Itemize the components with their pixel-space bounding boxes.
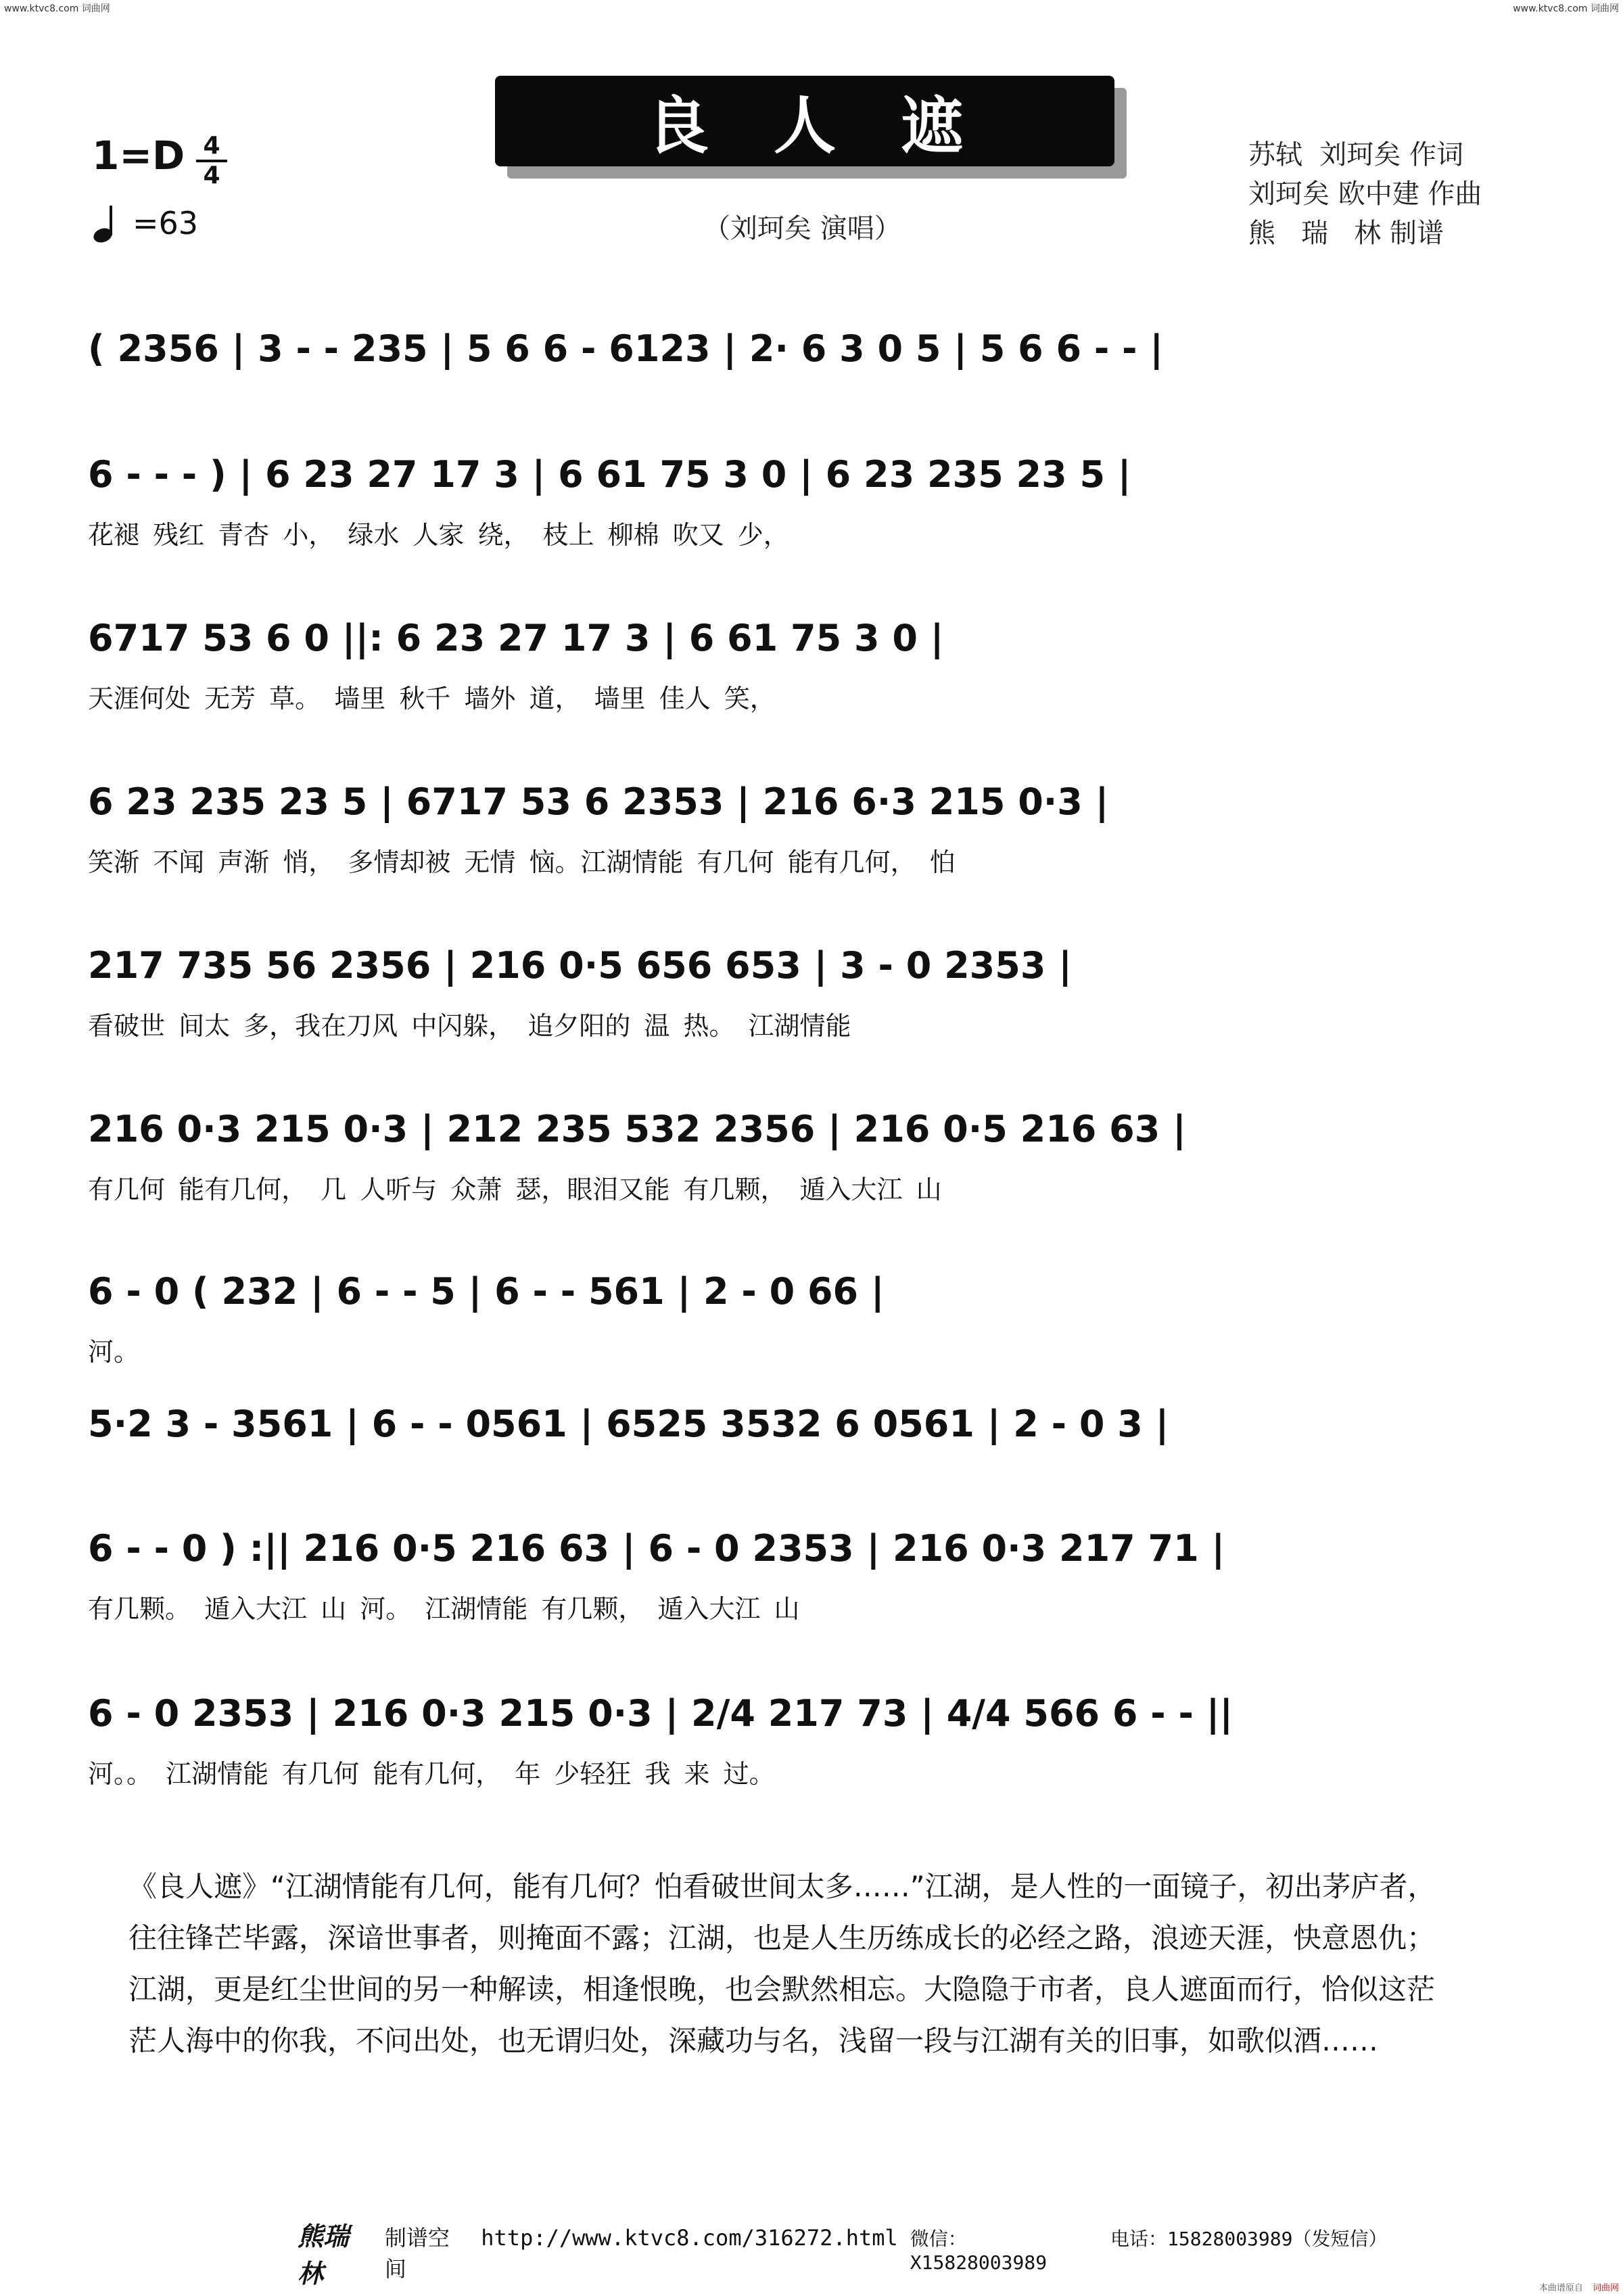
score-notes: ( 2356 | 3 - - 235 | 5 6 6 - 6123 | 2· 6 3 0 5 | 5 6 6 - - |	[88, 327, 1164, 370]
score-notes: 6 - - - ) | 6 23 27 17 3 | 6 61 75 3 0 | 6 23 235 23 5 |	[88, 452, 1131, 496]
footer-url-link[interactable]: http://www.ktvc8.com/316272.html	[481, 2225, 898, 2251]
score-notes: 217 735 56 2356 | 216 0·5 656 653 | 3 - 0 2353 |	[88, 943, 1072, 987]
singer-credit: （刘珂矣 演唱）	[703, 213, 901, 244]
score-system-8	[88, 1393, 1535, 1501]
score-system-2	[88, 444, 1535, 552]
score-system-3	[88, 607, 1535, 716]
score-notes: 6 - 0 2353 | 216 0·3 215 0·3 | 2/4 217 73 | 4/4 566 6 - - ||	[88, 1691, 1233, 1735]
score-system-1	[88, 318, 1535, 426]
time-signature	[196, 134, 227, 188]
score-lyrics: 有几颗。 遁入大江 山 河。 江湖情能 有几颗， 遁入大江 山	[88, 1594, 800, 1624]
score-system-5	[88, 935, 1535, 1043]
title-banner	[495, 76, 1127, 179]
corner-site-label-left: www.ktvc8.com 词曲网	[4, 3, 110, 14]
footer-brand-logo: 熊瑞林	[298, 2221, 350, 2289]
score-lyrics: 天涯何处 无芳 草。 墙里 秋千 墙外 道， 墙里 佳人 笑，	[88, 684, 776, 713]
score-lyrics: 花褪 残红 青杏 小， 绿水 人家 绕， 枝上 柳棉 吹又 少，	[88, 520, 789, 550]
time-signature-bottom: 4	[203, 162, 220, 189]
score-notes: 6 - 0 ( 232 | 6 - - 5 | 6 - - 561 | 2 - 0 66 |	[88, 1269, 885, 1313]
key-signature: 1=D	[92, 133, 185, 179]
credit-composer: 刘珂矣 欧中建 作曲	[1248, 179, 1482, 210]
tempo-marking	[92, 203, 198, 243]
score-system-4	[88, 771, 1535, 879]
score-lyrics: 河。。 江湖情能 有几何 能有几何， 年 少轻狂 我 来 过。	[88, 1759, 775, 1789]
description-line: 江湖，更是红尘世间的另一种解读，相逢恨晚，也会默然相忘。大隐隐于市者，良人遮面而行，恰似这茫	[128, 1973, 1436, 2006]
description-line: 《良人遮》“江湖情能有几何，能有几何？怕看破世间太多……”江湖，是人性的一面镜子，初出茅庐者，	[128, 1870, 1436, 1903]
credits-block	[1248, 135, 1482, 253]
song-description	[128, 1861, 1522, 2067]
footer-wechat: 微信：X15828003989	[910, 2228, 1048, 2274]
score-system-10	[88, 1683, 1535, 1791]
score-lyrics	[88, 1463, 1535, 1501]
score-notes: 6717 53 6 0 ||: 6 23 27 17 3 | 6 61 75 3 0 |	[88, 616, 944, 659]
score-system-9	[88, 1518, 1535, 1626]
score-lyrics: 笑渐 不闻 声渐 悄， 多情却被 无情 恼。江湖情能 有几何 能有几何， 怕	[88, 847, 956, 877]
song-title: 良人遮	[646, 90, 1028, 162]
score-lyrics: 看破世 间太 多，我在刀风 中闪躲， 追夕阳的 温 热。 江湖情能	[88, 1011, 851, 1041]
footer-label: 制谱空间	[384, 2225, 450, 2282]
footer	[298, 2216, 1388, 2290]
tempo-value: =63	[133, 205, 199, 241]
description-line: 往往锋芒毕露，深谙世事者，则掩面不露；江湖，也是人生历练成长的必经之路，浪迹天涯，快意恩仇；	[128, 1921, 1436, 1954]
corner-bottom-red: 词曲网	[1592, 2283, 1619, 2293]
score-lyrics: 有几何 能有几何， 几 人听与 众萧 瑟，眼泪又能 有几颗， 遁入大江 山	[88, 1175, 942, 1204]
time-signature-top: 4	[203, 132, 220, 160]
quarter-note-icon	[92, 203, 127, 243]
score-system-6	[88, 1098, 1535, 1206]
score-notes: 216 0·3 215 0·3 | 212 235 532 2356 | 216 0·5 216 63 |	[88, 1107, 1186, 1150]
credit-transcriber: 熊 瑞 林 制谱	[1248, 218, 1444, 249]
corner-site-label-right: www.ktvc8.com 词曲网	[1513, 3, 1619, 14]
score-lyrics: 河。	[88, 1337, 140, 1367]
score-system-7	[88, 1261, 1535, 1369]
corner-site-label-bottom	[1539, 2280, 1619, 2293]
score-notes: 6 23 235 23 5 | 6717 53 6 2353 | 216 6·3 215 0·3 |	[88, 780, 1109, 823]
description-line: 茫人海中的你我，不问出处，也无谓归处，深藏功与名，浅留一段与江湖有关的旧事，如歌似酒……	[128, 2024, 1379, 2057]
score-notes: 5·2 3 - 3561 | 6 - - 0561 | 6525 3532 6 0561 | 2 - 0 3 |	[88, 1402, 1169, 1445]
credit-lyricist: 苏轼 刘珂矣 作词	[1248, 139, 1464, 170]
footer-phone: 电话：15828003989（发短信）	[1110, 2228, 1388, 2250]
score-notes: 6 - - 0 ) :|| 216 0·5 216 63 | 6 - 0 2353 | 216 0·3 217 71 |	[88, 1526, 1225, 1570]
title-box	[495, 76, 1114, 166]
score-lyrics	[88, 388, 1535, 426]
corner-bottom-gray: 本曲谱原自	[1538, 2283, 1583, 2293]
